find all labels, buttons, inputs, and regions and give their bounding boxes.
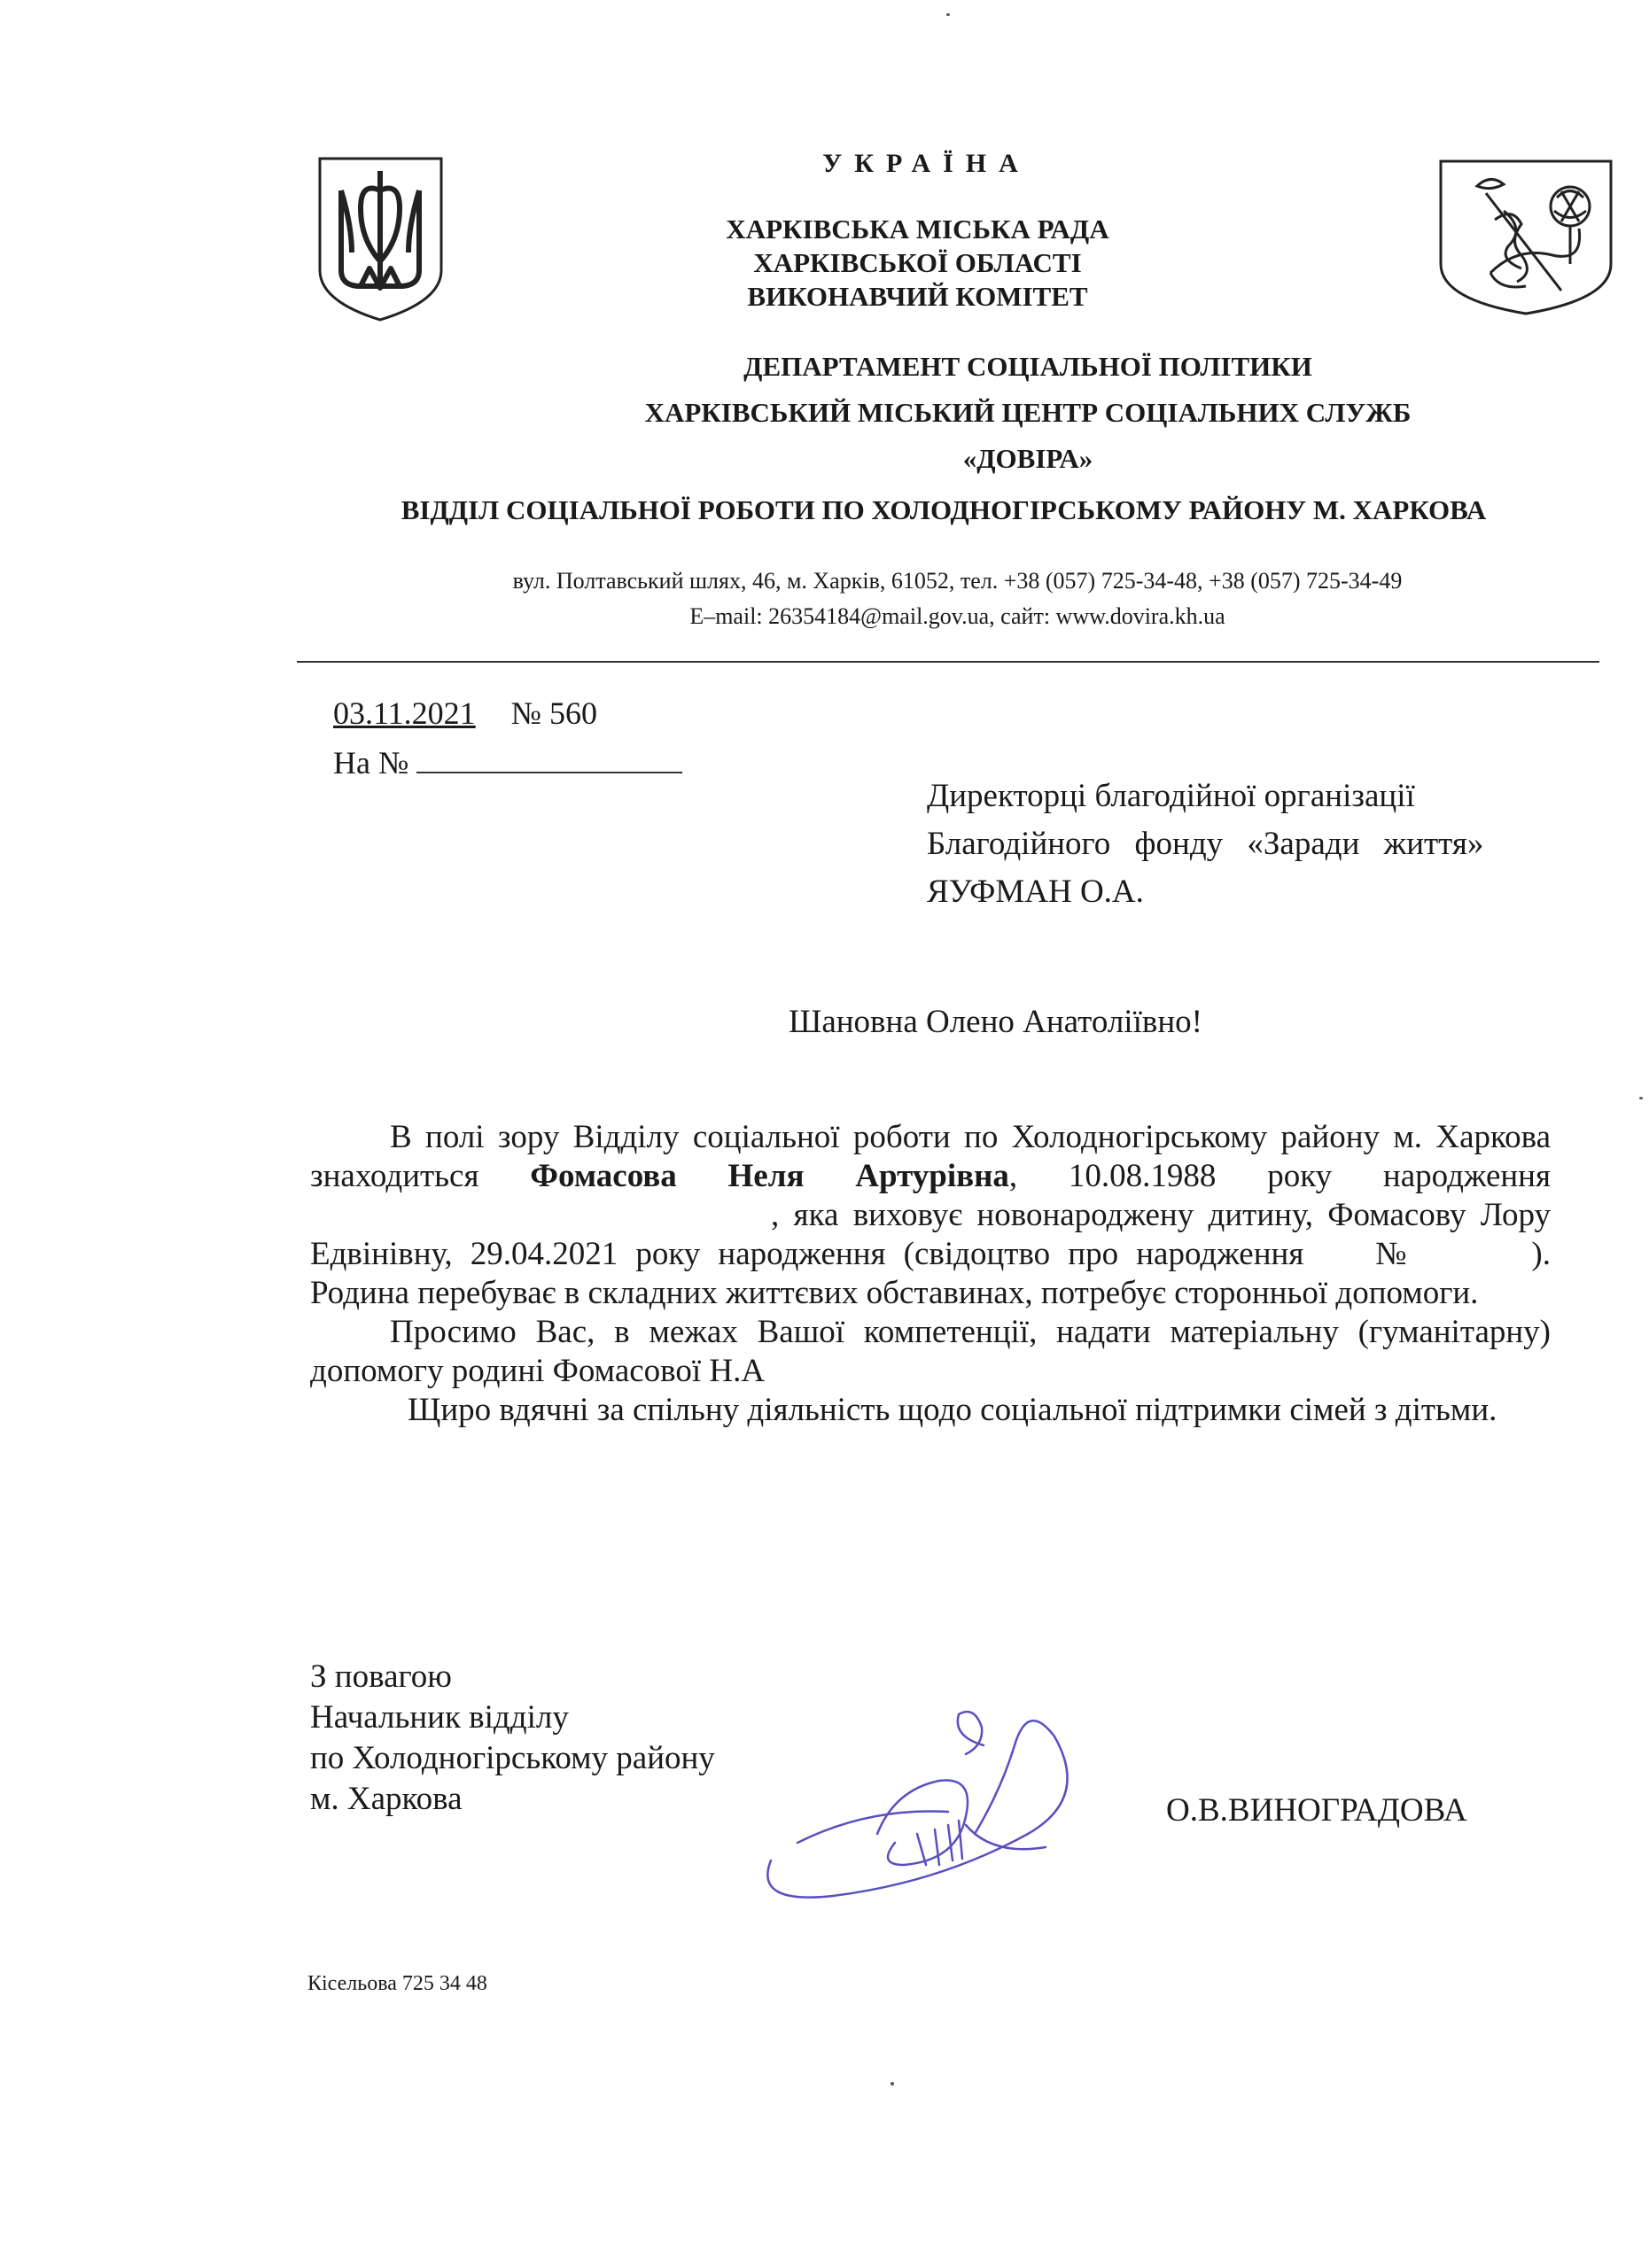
person-name: Фомасова Неля Артурівна	[530, 1158, 1009, 1194]
addressee-line: ЯУФМАН О.А.	[927, 874, 1144, 910]
body-text: , яка виховує новонароджену дитину, Фомасову Лору Едвінівну, 29.04.2021 року народження (свідоцтво про народження	[310, 1197, 1551, 1272]
department-line: ДЕПАРТАМЕНТ СОЦІАЛЬНОЇ ПОЛІТИКИ	[743, 351, 1312, 382]
addressee	[927, 773, 1483, 916]
header-department	[496, 344, 1560, 482]
header-country: УКРАЇНА	[822, 149, 1031, 178]
body-text: , 10.08.1988 року народження	[1008, 1158, 1552, 1194]
header-address: вул. Полтавський шлях, 46, м. Харків, 61052, тел. +38 (057) 725-34-48, +38 (057) 725-34-49	[512, 568, 1403, 594]
council-line: ХАРКІВСЬКА МІСЬКА РАДА	[726, 214, 1109, 245]
greeting: Шановна Олено Анатоліївно!	[789, 1004, 1202, 1040]
paragraph	[310, 1118, 1551, 1313]
paragraph	[310, 1313, 1551, 1391]
department-line: «ДОВІРА»	[962, 443, 1093, 474]
signer-title: Начальник відділу	[310, 1699, 569, 1736]
reply-label: На №	[333, 745, 409, 781]
scan-speck	[1639, 1097, 1643, 1099]
scan-speck	[946, 13, 950, 16]
handwritten-signature	[762, 1683, 1143, 1914]
body-text: ). Родина перебуває в складних життєвих обставинах, потребує сторонньої допомоги.	[310, 1236, 1551, 1311]
body-text: Щиро вдячні за спільну діяльність щодо соціальної підтримки сімей з дітьми.	[408, 1392, 1497, 1428]
reference-date: 03.11.2021	[333, 695, 476, 731]
paragraph	[310, 1391, 1551, 1430]
addressee-line: Благодійного фонду «Заради життя»	[927, 826, 1484, 862]
reply-blank-line	[416, 745, 682, 773]
body-text: В полі зору Відділу соціальної роботи по Холодногірському району м. Харкова знаходиться	[310, 1119, 1551, 1194]
header-divider	[297, 661, 1599, 663]
signer-title: по Холодногірському району	[310, 1740, 715, 1776]
body-text: Просимо Вас, в межах Вашої компетенції, надати матеріальну (гуманітарну) допомогу родині Фомасової Н.А	[310, 1314, 1551, 1389]
header-division: ВІДДІЛ СОЦІАЛЬНОЇ РОБОТИ ПО ХОЛОДНОГІРСЬКОМУ РАЙОНУ М. ХАРКОВА	[401, 494, 1487, 525]
header-council	[0, 213, 1649, 314]
header-email-site: E–mail: 26354184@mail.gov.ua, сайт: www.dovira.kh.ua	[689, 603, 1225, 629]
reply-reference	[333, 744, 682, 781]
executor-contact: Кісельова 725 34 48	[307, 1972, 487, 1995]
signer-title: м. Харкова	[310, 1781, 463, 1817]
scan-speck	[891, 2082, 894, 2085]
department-line: ХАРКІВСЬКИЙ МІСЬКИЙ ЦЕНТР СОЦІАЛЬНИХ СЛУЖБ	[644, 397, 1412, 428]
body-text: №	[1365, 1236, 1417, 1272]
council-line: ВИКОНАВЧИЙ КОМІТЕТ	[747, 281, 1088, 312]
reference-line	[333, 695, 597, 732]
signature-block	[310, 1657, 715, 1820]
signer-name: О.В.ВИНОГРАДОВА	[1166, 1792, 1467, 1829]
closing: З повагою	[310, 1658, 452, 1695]
council-line: ХАРКІВСЬКОЇ ОБЛАСТІ	[753, 247, 1082, 278]
letter-body	[310, 1118, 1551, 1430]
addressee-line: Директорці благодійної організації	[927, 778, 1415, 814]
reference-number: № 560	[510, 695, 598, 731]
